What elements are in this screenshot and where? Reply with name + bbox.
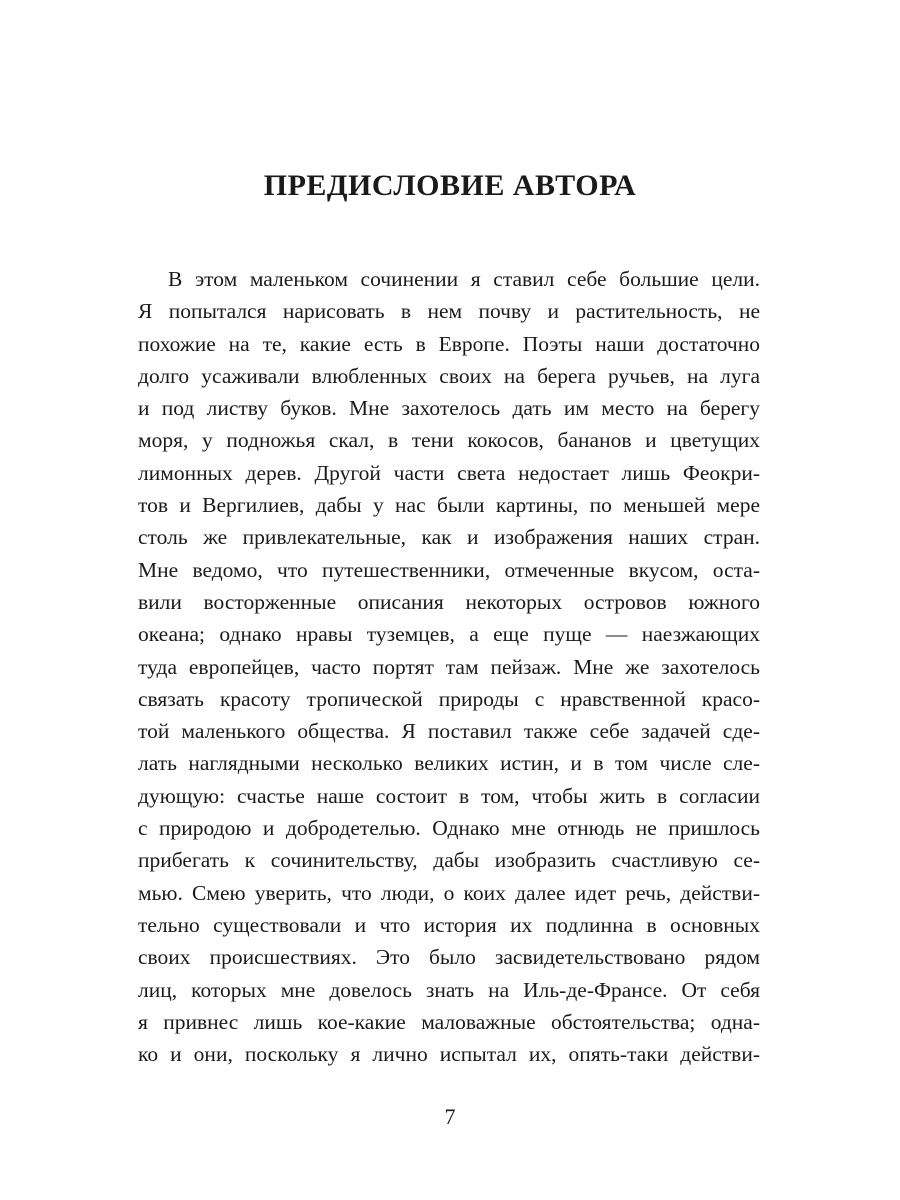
text-line: лать наглядными несколько великих истин, и в том числе сле- (138, 751, 760, 776)
text-line: туда европейцев, часто портят там пейзаж. Мне же захотелось (138, 654, 760, 679)
text-line: моря, у подножья скал, в тени кокосов, бананов и цветущих (138, 428, 760, 453)
text-line: дующую: счастье наше состоит в том, чтобы жить в согласии (138, 783, 760, 808)
text-line: своих происшествиях. Это было засвидетельствовано рядом (138, 945, 760, 970)
text-line: прибегать к сочинительству, дабы изобразить счастливую се- (138, 848, 760, 873)
text-line: с природою и добродетелью. Однако мне отнюдь не пришлось (138, 816, 760, 841)
text-line: Я попытался нарисовать в нем почву и растительность, не (138, 299, 760, 324)
text-line: тельно существовали и что история их подлинна в основных (138, 912, 760, 937)
text-line: столь же привлекательные, как и изображения наших стран. (138, 525, 760, 550)
text-line: и под листву буков. Мне захотелось дать им место на берегу (138, 396, 760, 421)
text-line: мью. Смею уверить, что люди, о коих далее идет речь, действи- (138, 880, 760, 905)
text-line: похожие на те, какие есть в Европе. Поэты наши достаточно (138, 331, 760, 356)
text-line: океана; однако нравы туземцев, а еще пуще — наезжающих (138, 622, 760, 647)
text-line: ко и они, поскольку я лично испытал их, опять-таки действи- (138, 1042, 760, 1067)
text-line: я привнес лишь кое-какие маловажные обстоятельства; одна- (138, 1009, 760, 1034)
page-number: 7 (444, 1104, 456, 1129)
body-text (138, 263, 760, 1070)
text-line: вили восторженные описания некоторых островов южного (138, 589, 760, 614)
text-line: той маленького общества. Я поставил также себе задачей сде- (138, 719, 760, 744)
text-line: В этом маленьком сочинении я ставил себе большие цели. (168, 267, 760, 291)
text-line: Мне ведомо, что путешественники, отмеченные вкусом, оста- (138, 557, 760, 582)
text-line: тов и Вергилиев, дабы у нас были картины, по меньшей мере (138, 493, 760, 518)
chapter-title: ПРЕДИСЛОВИЕ АВТОРА (263, 169, 637, 202)
text-line: долго усаживали влюбленных своих на берега ручьев, на луга (138, 363, 760, 388)
text-line: лимонных дерев. Другой части света недостает лишь Феокри- (138, 460, 760, 485)
text-line: связать красоту тропической природы с нравственной красо- (138, 686, 760, 711)
text-line: лиц, которых мне довелось знать на Иль-де-Франсе. От себя (138, 977, 760, 1002)
